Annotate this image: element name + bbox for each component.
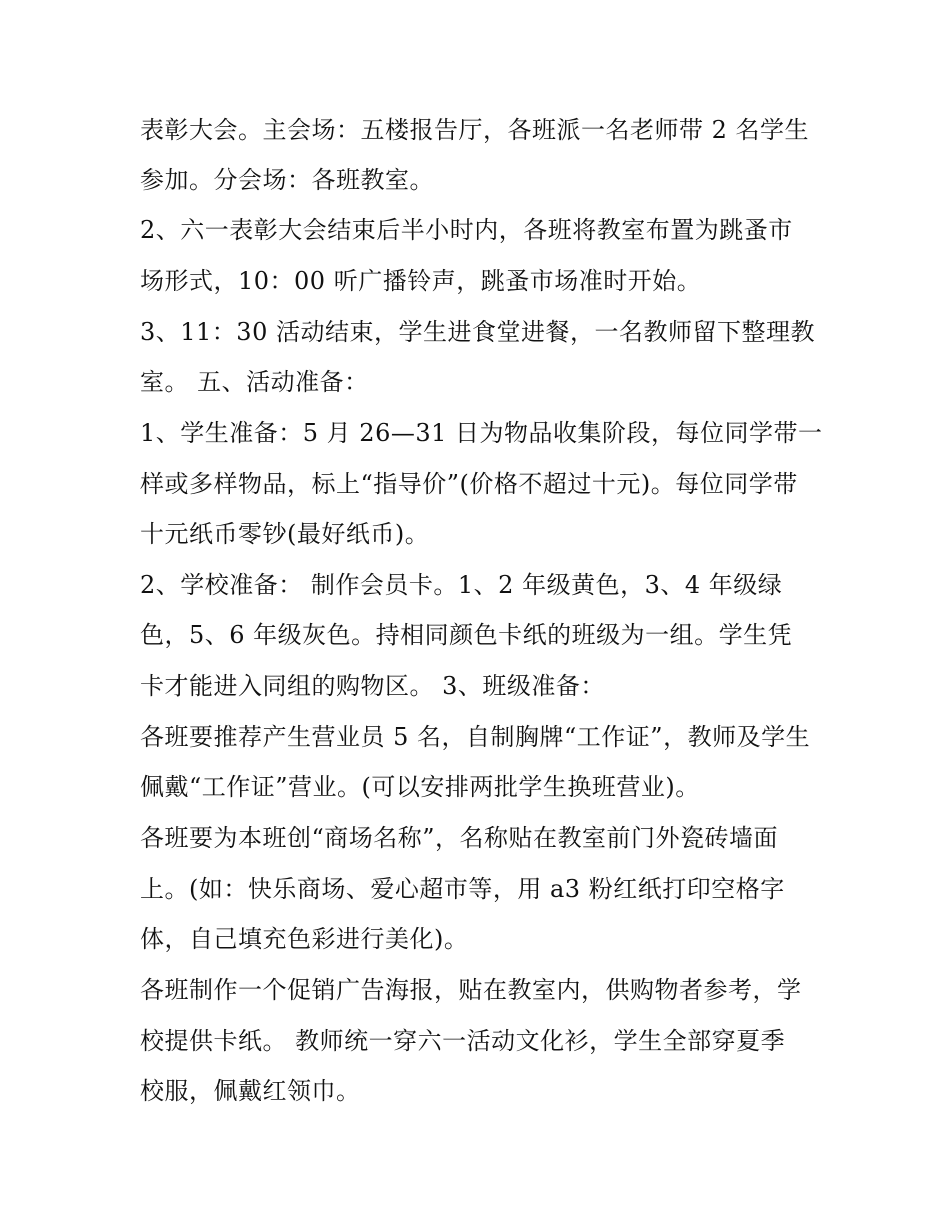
text-line: 各班要推荐产生营业员 5 名，自制胸牌“工作证”，教师及学生: [140, 723, 811, 751]
text-line: 室。 五、活动准备：: [140, 368, 369, 396]
text-line: 1、学生准备：5 月 26—31 日为物品收集阶段，每位同学带一: [140, 419, 823, 447]
text-line: 各班制作一个促销广告海报，贴在教室内，供购物者参考，学: [140, 976, 802, 1004]
text-line: 3、11：30 活动结束，学生进食堂进餐，一名教师留下整理教: [140, 318, 815, 346]
text-line: 表彰大会。主会场：五楼报告厅，各班派一名老师带 2 名学生: [140, 116, 810, 144]
text-line: 场形式，10：00 听广播铃声，跳蚤市场准时开始。: [140, 267, 702, 295]
text-line: 校服，佩戴红领巾。: [140, 1077, 361, 1105]
text-line: 色，5、6 年级灰色。持相同颜色卡纸的班级为一组。学生凭: [140, 621, 793, 649]
text-line: 体，自己填充色彩进行美化)。: [140, 925, 469, 953]
text-line: 2、六一表彰大会结束后半小时内，各班将教室布置为跳蚤市: [140, 216, 793, 244]
text-line: 上。(如：快乐商场、爱心超市等，用 a3 粉红纸打印空格字: [140, 875, 785, 903]
text-line: 各班要为本班创“商场名称”，名称贴在教室前门外瓷砖墙面: [140, 824, 779, 852]
text-line: 佩戴“工作证”营业。(可以安排两批学生换班营业)。: [140, 773, 700, 801]
text-line: 参加。分会场：各班教室。: [140, 166, 434, 194]
text-line: 十元纸币零钞(最好纸币)。: [140, 520, 430, 548]
text-line: 样或多样物品，标上“指导价”(价格不超过十元)。每位同学带: [140, 470, 798, 498]
text-line: 校提供卡纸。 教师统一穿六一活动文化衫，学生全部穿夏季: [140, 1027, 786, 1055]
text-line: 卡才能进入同组的购物区。 3、班级准备：: [140, 672, 605, 700]
text-line: 2、学校准备： 制作会员卡。1、2 年级黄色，3、4 年级绿: [140, 571, 783, 599]
